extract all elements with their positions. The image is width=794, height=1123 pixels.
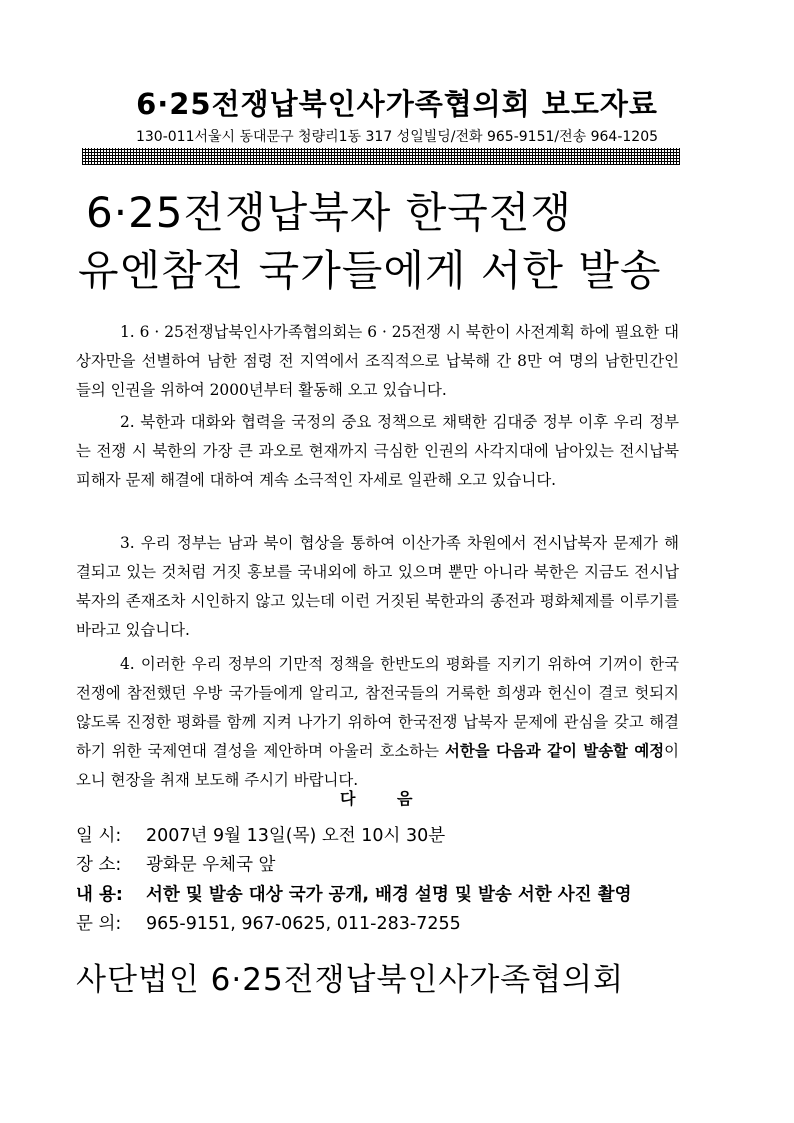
headline-line-2: 유엔참전 국가들에게 서한 발송 <box>78 246 662 295</box>
signature: 사단법인 6·25전쟁납북인사가족협의회 <box>76 962 625 998</box>
detail-place <box>76 851 275 876</box>
detail-content <box>76 881 631 906</box>
paragraph-4 <box>76 650 679 795</box>
detail-contact <box>76 910 461 935</box>
detail-content-label: 내 용: <box>76 885 123 905</box>
organization-title: 6·25전쟁납북인사가족협의회 보도자료 <box>136 87 658 121</box>
paragraph-1: 1. 6 · 25전쟁납북인사가족협의회는 6 · 25전쟁 시 북한이 사전계획 하에 필요한 대상자만을 선별하여 남한 점령 전 지역에서 조직적으로 납북해 간 8만 여 명의 남한민간인들의 인권을 위하여 2000년부터 활동해 오고 있습니다. <box>76 323 679 399</box>
paragraph-3: 3. 우리 정부는 남과 북이 협상을 통하여 이산가족 차원에서 전시납북자 문제가 해결되고 있는 것처럼 거짓 홍보를 국내외에 하고 있으며 뿐만 아니라 북한은 지금도 전시납북자의 존재조차 시인하지 않고 있는데 이런 거짓된 북한과의 종전과 평화체제를 이루기를 바라고 있습니다. <box>76 534 679 639</box>
detail-contact-value: 965-9151, 967-0625, 011-283-7255 <box>146 914 461 934</box>
header-divider <box>82 148 680 165</box>
paragraph-4-text: 4. 이러한 우리 정부의 기만적 정책을 한반도의 평화를 지키기 위하여 기꺼이 한국전쟁에 참전했던 우방 국가들에게 알리고, 참전국들의 거룩한 희생과 헌신이 결코 헛되지 않도록 진정한 평화를 함께 지켜 나가기 위하여 한국전쟁 납북자 문제에 관심을 갖고 해결하기 위한 국제연대 결성을 제안하며 아울러 호소하는 <box>76 655 679 760</box>
paragraph-2: 2. 북한과 대화와 협력을 국정의 중요 정책으로 채택한 김대중 정부 이후 우리 정부는 전쟁 시 북한의 가장 큰 과오로 현재까지 극심한 인권의 사각지대에 남아있는 전시납북피해자 문제 해결에 대하여 계속 소극적인 자세로 일관해 오고 있습니다. <box>76 413 679 489</box>
detail-contact-label: 문 의: <box>76 914 122 934</box>
following-heading: 다 음 <box>340 789 431 808</box>
headline-line-1: 6·25전쟁납북자 한국전쟁 <box>86 188 573 237</box>
detail-time-value: 2007년 9월 13일(목) 오전 10시 30분 <box>146 826 446 846</box>
paragraph-4-bold: 서한을 다음과 같이 발송할 예정 <box>445 742 665 760</box>
detail-time-label: 일 시: <box>76 826 122 846</box>
detail-place-value: 광화문 우체국 앞 <box>146 855 276 875</box>
paragraph-4-tail: 이오니 현장을 취재 보도해 주시기 바랍니다. <box>76 742 679 789</box>
detail-content-value: 서한 및 발송 대상 국가 공개, 배경 설명 및 발송 서한 사진 촬영 <box>146 885 632 905</box>
contact-address-line: 130-011서울시 동대문구 청량리1동 317 성일빌딩/전화 965-9151/전송 964-1205 <box>135 129 659 145</box>
detail-time <box>76 822 445 847</box>
detail-place-label: 장 소: <box>76 855 122 875</box>
